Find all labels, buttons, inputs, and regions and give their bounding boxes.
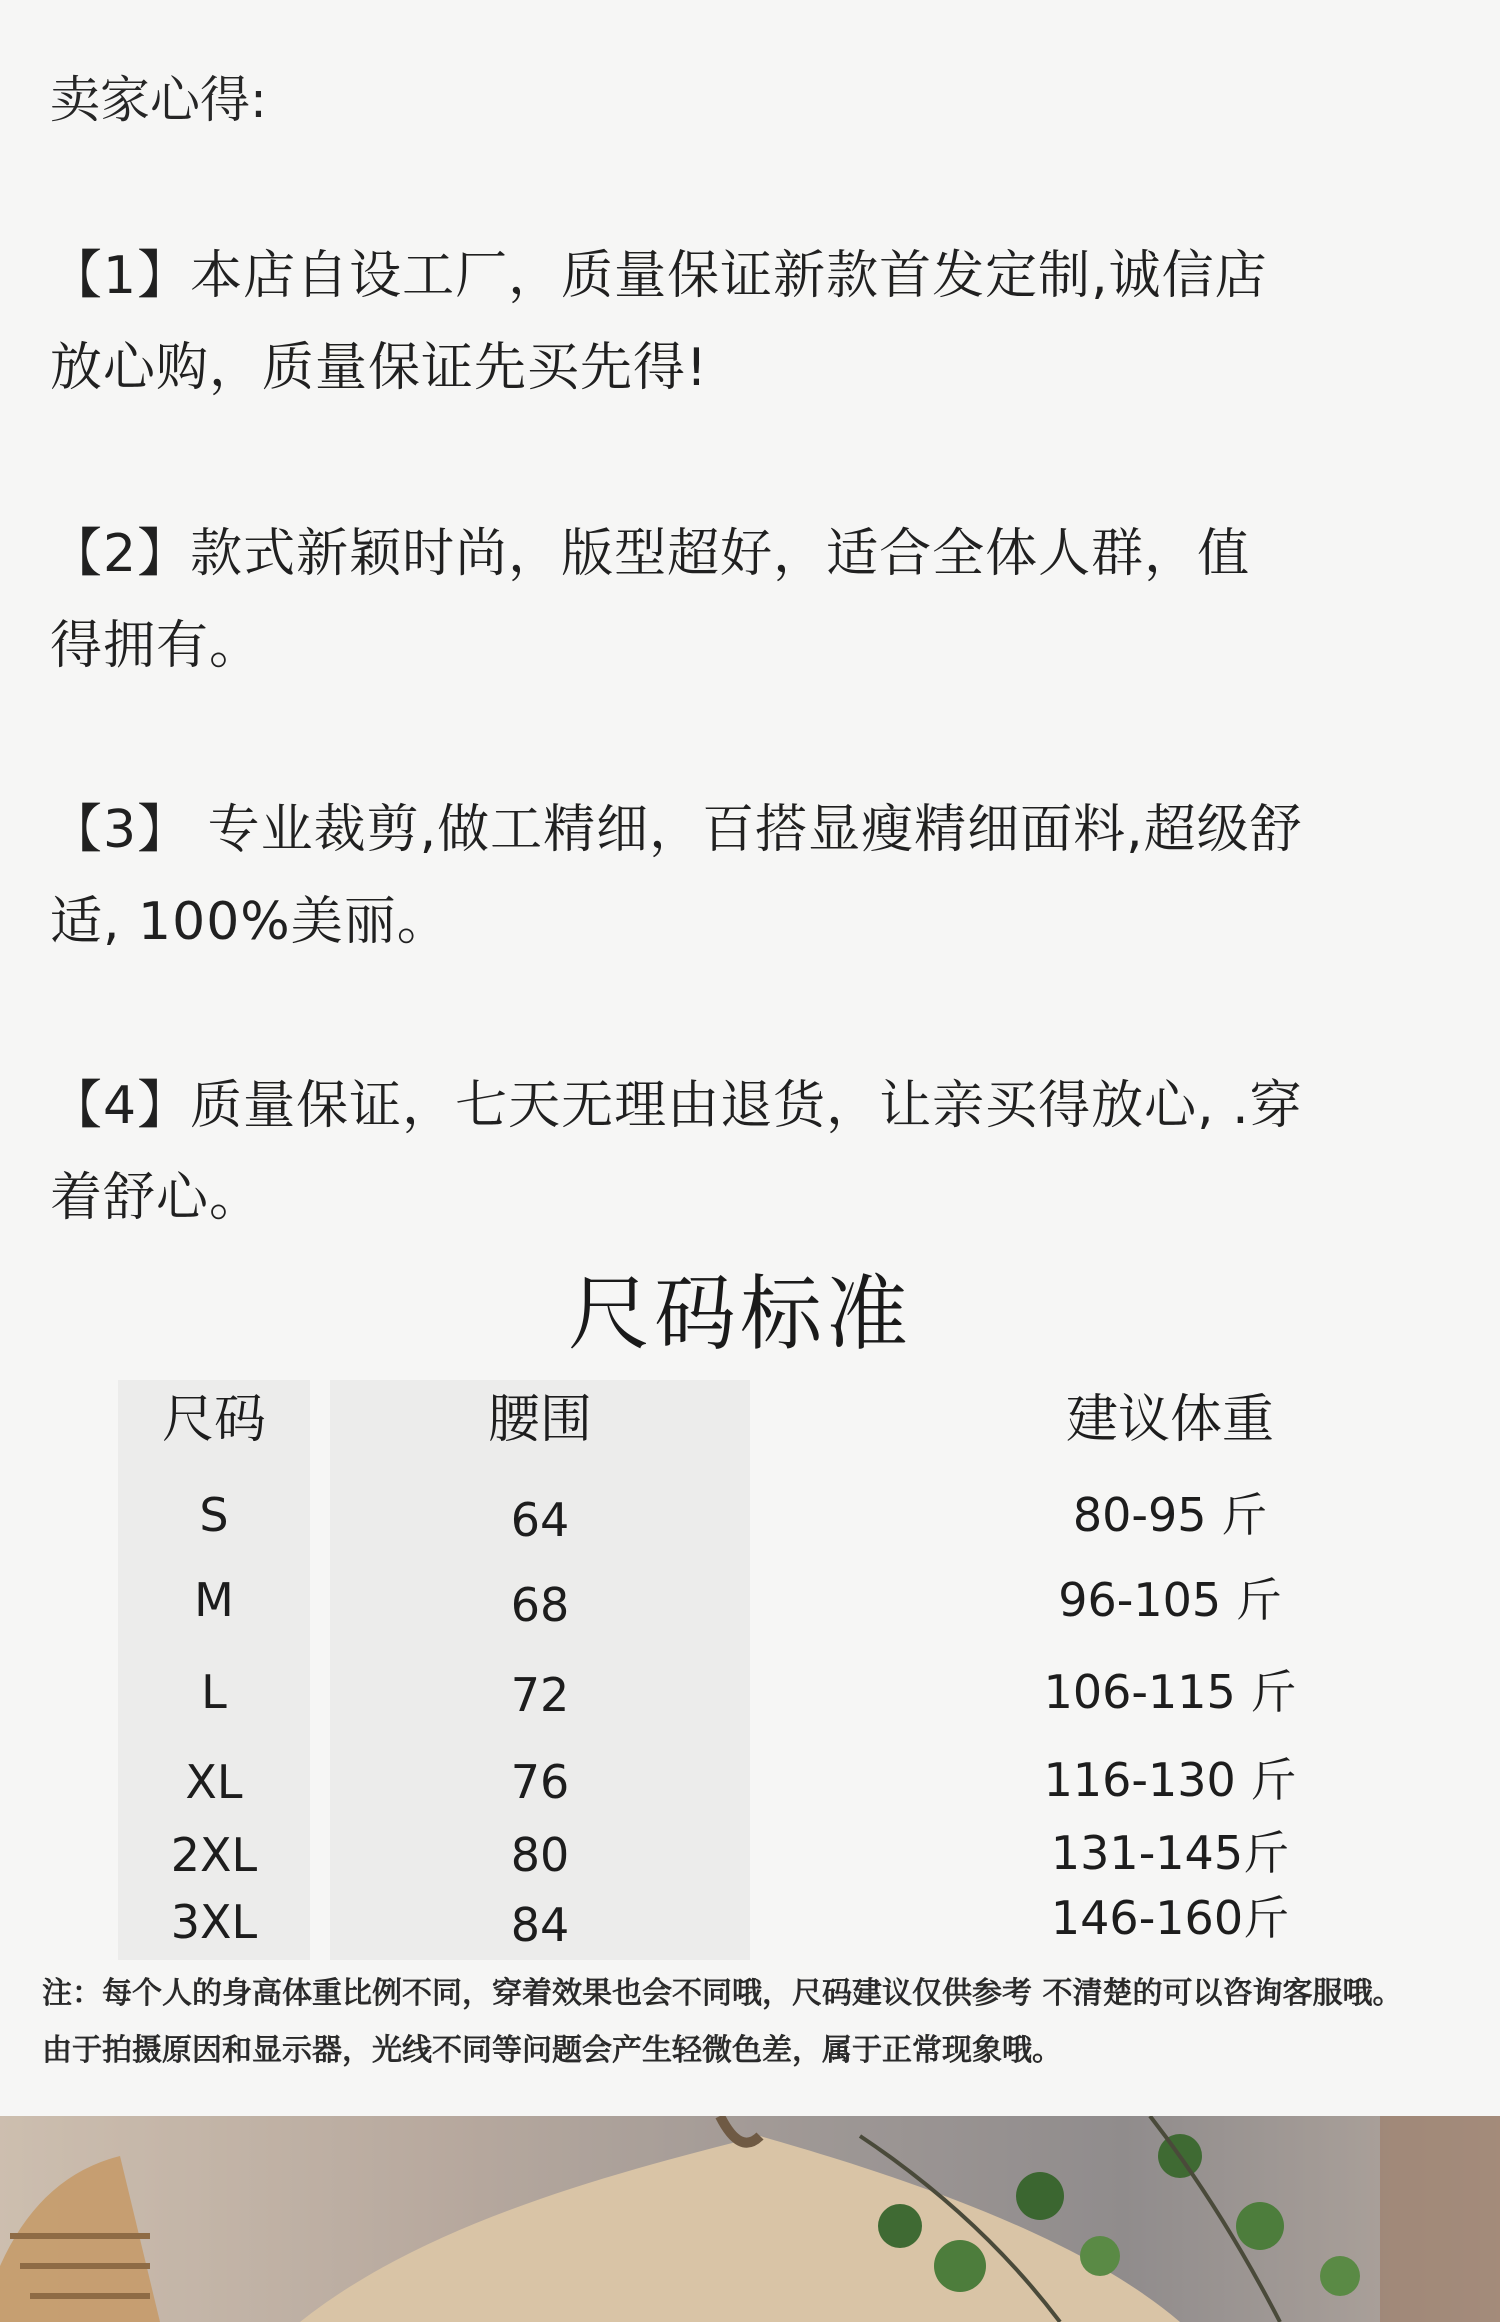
note-2-line-2: 得拥有。 [50,616,263,676]
note-3-line-2: 适, 100%美丽。 [50,892,450,952]
cell-waist: 76 [510,1755,570,1809]
note-2-line-1: 【2】款式新颖时尚，版型超好，适合全体人群，值 [50,524,1251,584]
cell-weight: 146-160斤 [1050,1891,1290,1945]
header-size: 尺码 [161,1390,266,1450]
seller-notes [50,60,1470,140]
cell-waist: 64 [510,1493,570,1547]
note-3-line-1: 【3】 专业裁剪,做工精细，百搭显瘦精细面料,超级舒 [50,800,1303,860]
cell-size: M [194,1573,234,1627]
product-photo-illustration [0,2116,1500,2322]
cell-weight: 80-95 斤 [1072,1488,1268,1542]
size-table [0,1380,1500,1960]
note-4-line-1: 【4】质量保证，七天无理由退货，让亲买得放心, .穿 [50,1076,1303,1136]
footnote-line-1: 注：每个人的身高体重比例不同，穿着效果也会不同哦，尺码建议仅供参考 不清楚的可以咨询客服哦。 [42,1976,1403,2011]
cell-waist: 80 [510,1828,570,1882]
cell-size: S [199,1488,229,1542]
cell-size: 2XL [170,1828,258,1882]
cell-size: XL [185,1755,243,1809]
product-photo [0,2116,1500,2322]
cell-weight: 106-115 斤 [1043,1665,1297,1719]
cell-weight: 131-145斤 [1050,1826,1290,1880]
size-chart-title: 尺码标准 [567,1267,912,1362]
cell-size: 3XL [170,1895,258,1949]
notes-heading: 卖家心得: [50,71,267,129]
note-4-line-2: 着舒心。 [50,1168,263,1228]
note-1-line-2: 放心购，质量保证先买先得! [50,338,708,398]
cell-waist: 72 [510,1668,570,1722]
cell-weight: 96-105 斤 [1058,1573,1282,1627]
cell-waist: 68 [510,1578,570,1632]
cell-waist: 84 [510,1898,570,1952]
footnote-line-2: 由于拍摄原因和显示器，光线不同等问题会产生轻微色差，属于正常现象哦。 [42,2033,1062,2068]
cell-size: L [201,1665,227,1719]
note-1-line-1: 【1】本店自设工厂，质量保证新款首发定制,诚信店 [50,246,1268,306]
header-waist: 腰围 [487,1390,592,1450]
header-weight: 建议体重 [1065,1390,1274,1450]
cell-weight: 116-130 斤 [1043,1753,1297,1807]
